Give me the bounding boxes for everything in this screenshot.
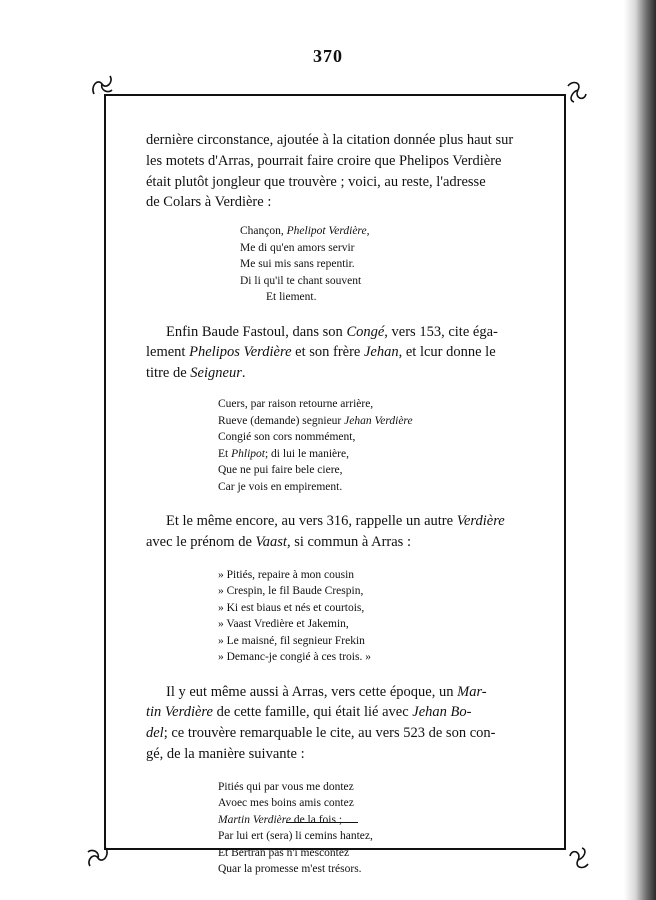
verse-line — [240, 223, 528, 240]
verse-line: Par lui ert (sera) li cemins hantez, — [218, 830, 373, 843]
verse-line: » Vaast Vredière et Jakemin, — [218, 618, 349, 631]
text-line: les motets d'Arras, pourrait faire croire que Phelipos Verdière — [146, 152, 502, 169]
paragraph-3 — [146, 511, 528, 553]
text-italic: Vaast — [255, 533, 287, 550]
verse-line: Di li qu'il te chant souvent — [240, 274, 362, 287]
text-italic: Jehan — [363, 344, 399, 361]
text-italic: Verdière — [456, 513, 505, 530]
verse-line: Me di qu'en amors servir — [240, 241, 355, 254]
text-run: gé, de la manière suivante : — [146, 746, 305, 763]
verse-line: » Crespin, le fil Baude Crespin, — [218, 585, 364, 598]
paragraph-1 — [146, 130, 528, 213]
verse-line: » Le maisné, fil segnieur Frekin — [218, 634, 365, 647]
text-italic: Congé — [346, 323, 385, 340]
verse-line: Cuers, par raison retourne arrière, — [218, 398, 374, 411]
text-line: était plutôt jongleur que trouvère ; voici, au reste, l'adresse — [146, 173, 486, 190]
page-number: 370 — [313, 46, 343, 66]
verse-1 — [240, 223, 528, 306]
verse-name: Phelipot Verdière, — [286, 225, 370, 238]
text-run: , si commun à Arras : — [286, 533, 411, 550]
text-run: . — [241, 365, 246, 382]
verse-line: Pitiés qui par vous me dontez — [218, 780, 354, 793]
text-run: de cette famille, qui était lié avec — [212, 704, 413, 721]
text-italic: Jehan Bo- — [412, 704, 472, 721]
text-run: avec le prénom de — [146, 533, 256, 550]
verse-text: Chançon, — [240, 225, 287, 238]
verse-line: Et liement. — [266, 291, 317, 304]
flourish-icon-top-right — [562, 78, 590, 106]
verse-text: Et — [218, 447, 232, 460]
text-italic: Seigneur — [190, 365, 242, 382]
text-line: de Colars à Verdière : — [146, 194, 272, 211]
verse-name: Martin Verdière — [218, 813, 291, 826]
text-run: et son frère — [291, 344, 364, 361]
text-run: , et lcur donne le — [398, 344, 496, 361]
verse-text: de la fois ; — [290, 813, 343, 826]
flourish-icon-bottom-left — [84, 842, 112, 870]
verse-name: Jehan Verdière — [344, 414, 413, 427]
text-run: Et le même encore, au vers 316, rappelle un autre — [166, 513, 457, 530]
verse-line: Congié son cors nommément, — [218, 431, 356, 444]
verse-text: Rueve (demande) segnieur — [218, 414, 345, 427]
flourish-icon-bottom-right — [566, 844, 594, 872]
text-line: dernière circonstance, ajoutée à la citation donnée plus haut sur — [146, 132, 514, 148]
flourish-icon-top-left — [88, 72, 116, 100]
verse-line: Quar la promesse m'est trésors. — [218, 863, 362, 876]
text-run: , vers 153, cite éga- — [384, 323, 498, 340]
text-run: Il y eut même aussi à Arras, vers cette époque, un — [166, 683, 458, 700]
text-italic: Mar- — [457, 683, 487, 700]
text-run: Enfin Baude Fastoul, dans son — [166, 323, 347, 340]
verse-line: » Ki est biaus et nés et courtois, — [218, 601, 365, 614]
verse-line: Avoec mes boins amis contez — [218, 797, 354, 810]
verse-line: Que ne pui faire bele ciere, — [218, 464, 343, 477]
verse-3 — [218, 567, 528, 666]
verse-line: » Pitiés, repaire à mon cousin — [218, 568, 355, 581]
verse-line: » Demanc-je congié à ces trois. » — [218, 651, 371, 664]
text-italic: tin Verdière — [146, 704, 213, 721]
book-binding-shadow — [624, 0, 656, 900]
verse-line — [218, 446, 528, 463]
text-run: ; ce trouvère remarquable le cite, au vers 523 de son con- — [163, 725, 496, 742]
verse-line — [218, 812, 528, 829]
text-italic: Phelipos Verdière — [189, 344, 292, 361]
verse-line — [218, 413, 528, 430]
verse-line: Et Bertran pas n'i mescontez — [218, 846, 350, 859]
page-content — [146, 130, 528, 878]
paragraph-2 — [146, 322, 528, 384]
end-rule-divider — [286, 822, 358, 823]
verse-text: ; di lui le manière, — [264, 447, 349, 460]
verse-name: Phlipot — [231, 447, 265, 460]
text-run: lement — [146, 344, 190, 361]
paragraph-4 — [146, 682, 528, 765]
verse-line: Car je vois en empirement. — [218, 480, 343, 493]
verse-2 — [218, 396, 528, 495]
text-run: titre de — [146, 365, 191, 382]
verse-line: Me sui mis sans repentir. — [240, 258, 355, 271]
verse-4 — [218, 779, 528, 878]
text-italic: del — [146, 725, 164, 742]
